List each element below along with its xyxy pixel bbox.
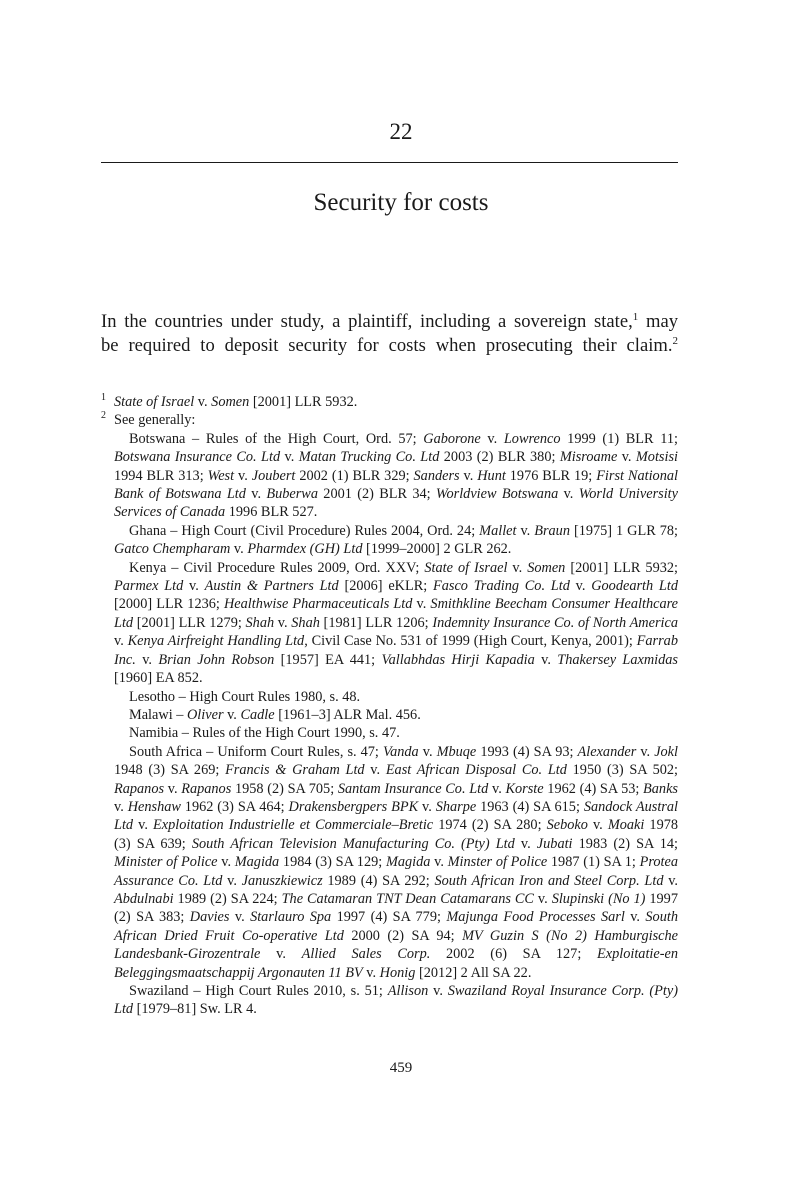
jurisdiction-ghana bbox=[114, 522, 678, 559]
case-name: West bbox=[207, 467, 235, 484]
citation-text: v. bbox=[274, 614, 292, 631]
citation-text: 1997 (4) SA 779; bbox=[331, 909, 447, 926]
case-name: Francis & Graham Ltd bbox=[225, 762, 365, 779]
citation-text: v. bbox=[558, 486, 579, 503]
case-name: Buberwa bbox=[266, 486, 318, 503]
case-name: Exploitation Industrielle et Commerciale–Bretic bbox=[153, 817, 434, 834]
case-name: Moaki bbox=[607, 817, 645, 834]
citation-text: v. bbox=[362, 964, 380, 981]
citation-text: 1962 (3) SA 464; bbox=[180, 798, 289, 815]
citation-text: 2002 (6) SA 127; bbox=[430, 946, 597, 963]
jurisdiction-swaziland bbox=[114, 982, 678, 1019]
citation-text: [1960] EA 852. bbox=[114, 670, 203, 687]
footnote-2 bbox=[101, 410, 678, 429]
citation-text: Namibia – Rules of the High Court 1990, s. 47. bbox=[129, 725, 400, 742]
citation-text: v. bbox=[135, 651, 159, 668]
jurisdiction-list bbox=[114, 430, 678, 1019]
intro-text-2: be required to deposit security for costs when prosecuting their claim. bbox=[101, 335, 673, 356]
case-name: Magida bbox=[234, 854, 280, 871]
case-name: Swaziland Royal Insurance Corp. (Pty) Ltd bbox=[114, 983, 678, 1018]
citation-text: [1979–81] Sw. LR 4. bbox=[133, 1001, 257, 1018]
case-name: Minster of Police bbox=[447, 854, 548, 871]
case-name: Thakersey Laxmidas bbox=[557, 651, 678, 668]
case-name: Korste bbox=[505, 780, 544, 797]
citation-text: v. bbox=[412, 596, 431, 613]
case-name: Matan Trucking Co. Ltd bbox=[298, 449, 440, 466]
case-name: Henshaw bbox=[127, 798, 181, 815]
citation-text: v. bbox=[514, 835, 537, 852]
case-name: MV Guzin S (No 2) Hamburgische Landesbank-Girozentrale bbox=[114, 927, 678, 963]
case-name: Davies bbox=[189, 909, 230, 926]
citation-text: v. bbox=[480, 430, 504, 447]
citation-text: v. bbox=[364, 762, 386, 779]
case-name: South African Television Manufacturing Co. (Pty) Ltd bbox=[191, 835, 515, 852]
case-name: Cadle bbox=[240, 706, 275, 723]
citation-text: v. bbox=[428, 983, 448, 999]
citation-text: 1958 (2) SA 705; bbox=[231, 780, 338, 797]
citation-text: 2000 (2) SA 94; bbox=[343, 927, 463, 944]
footnote-1-v: v. bbox=[197, 394, 208, 410]
footnote-1-case-b: Somen bbox=[211, 394, 250, 410]
case-name: Smithkline Beecham Consumer Healthcare Ltd bbox=[114, 596, 678, 631]
citation-text: 1996 BLR 527. bbox=[225, 504, 318, 521]
case-name: Rapanos bbox=[181, 780, 232, 797]
citation-text: [2012] 2 All SA 22. bbox=[415, 964, 532, 981]
footnote-1-mark: 1 bbox=[101, 392, 106, 403]
citation-text: [1975] 1 GLR 78; bbox=[569, 522, 678, 539]
case-name: Sharpe bbox=[435, 798, 477, 815]
citation-text: [2006] eKLR; bbox=[338, 578, 434, 595]
intro-line-2 bbox=[101, 334, 678, 358]
citation-text: [1999–2000] 2 GLR 262. bbox=[362, 541, 512, 558]
footnote-2-text: See generally: bbox=[114, 412, 196, 429]
case-name: Jubati bbox=[536, 835, 573, 852]
chapter-rule bbox=[101, 162, 678, 163]
case-name: Gatco Chempharam bbox=[114, 541, 231, 558]
citation-text: v. bbox=[280, 449, 299, 466]
case-name: Magida bbox=[385, 854, 431, 871]
intro-line-1 bbox=[101, 310, 678, 334]
case-name: Healthwise Pharmaceuticals Ltd bbox=[223, 596, 413, 613]
case-name: South African Dried Fruit Co-operative Ltd bbox=[114, 909, 678, 944]
case-name: Farrab Inc. bbox=[114, 633, 678, 668]
citation-text: 1962 (4) SA 53; bbox=[543, 780, 644, 797]
citation-text: 1983 (2) SA 14; bbox=[572, 835, 678, 852]
case-name: Rapanos bbox=[114, 780, 165, 797]
case-name: Joubert bbox=[251, 467, 296, 484]
citation-text: v. bbox=[418, 743, 437, 760]
citation-text: [2001] LLR 5932; bbox=[565, 559, 678, 576]
citation-text: v. bbox=[114, 798, 128, 815]
chapter-title: Security for costs bbox=[313, 189, 489, 216]
case-name: Shah bbox=[291, 614, 320, 631]
footnote-ref-1[interactable]: 1 bbox=[632, 311, 639, 323]
citation-text: v. bbox=[230, 541, 248, 558]
citation-text: 1989 (4) SA 292; bbox=[322, 872, 435, 889]
citation-text: Ghana – High Court (Civil Procedure) Rules 2004, Ord. 24; bbox=[129, 522, 480, 539]
case-name: Fasco Trading Co. Ltd bbox=[433, 578, 570, 595]
citation-text: Kenya – Civil Procedure Rules 2009, Ord. XXV; bbox=[129, 559, 425, 576]
case-name: Banks bbox=[643, 780, 678, 797]
citation-text: v. bbox=[663, 872, 678, 889]
citation-text: v. bbox=[229, 909, 251, 926]
case-name: Oliver bbox=[186, 706, 224, 723]
case-name: Kenya Airfreight Handling Ltd bbox=[127, 633, 305, 650]
citation-text: Lesotho – High Court Rules 1980, s. 48. bbox=[129, 688, 361, 705]
citation-text: v. bbox=[164, 780, 182, 797]
case-name: World University Services of Canada bbox=[114, 486, 678, 521]
case-name: Parmex Ltd bbox=[114, 578, 184, 595]
footnote-ref-2[interactable]: 2 bbox=[672, 335, 678, 347]
case-name: Protea Assurance Co. Ltd bbox=[114, 854, 678, 889]
citation-text: v. bbox=[533, 890, 552, 907]
citation-text: [1957] EA 441; bbox=[274, 651, 382, 668]
jurisdiction-lesotho bbox=[114, 688, 678, 706]
case-name: Worldview Botswana bbox=[435, 486, 559, 503]
case-name: South African Iron and Steel Corp. Ltd bbox=[434, 872, 664, 889]
citation-text: v. bbox=[587, 817, 608, 834]
case-name: State of Israel bbox=[424, 559, 508, 576]
intro-text-1: In the countries under study, a plaintiff, including a sovereign state, bbox=[101, 311, 633, 332]
citation-text: 2001 (2) BLR 34; bbox=[317, 486, 436, 503]
case-name: Misroame bbox=[559, 449, 618, 466]
citation-text: 2002 (1) BLR 329; bbox=[295, 467, 414, 484]
case-name: Exploitatie-en Beleggingsmaatschappij Argonauten 11 BV bbox=[114, 946, 678, 981]
citation-text: v. bbox=[488, 780, 506, 797]
citation-text: , Civil Case No. 531 of 1999 (High Court, Kenya, 2001); bbox=[304, 633, 637, 650]
case-name: Januszkiewicz bbox=[241, 872, 323, 889]
citation-text: v. bbox=[217, 854, 235, 871]
citation-text: 2003 (2) BLR 380; bbox=[439, 449, 560, 466]
case-name: East African Disposal Co. Ltd bbox=[385, 762, 567, 779]
case-name: Slupinski (No 1) bbox=[551, 890, 646, 907]
citation-text: Botswana – Rules of the High Court, Ord. 57; bbox=[129, 430, 424, 447]
citation-text: v. bbox=[430, 854, 448, 871]
citation-text: [2000] LLR 1236; bbox=[114, 596, 224, 613]
intro-paragraph bbox=[101, 310, 678, 358]
case-name: Minister of Police bbox=[114, 854, 218, 871]
citation-text: 1987 (1) SA 1; bbox=[547, 854, 640, 871]
case-name: Gaborone bbox=[423, 430, 481, 447]
citation-text: v. bbox=[636, 743, 655, 760]
citation-text: Swaziland – High Court Rules 2010, s. 51; bbox=[129, 983, 388, 999]
intro-text-1-end: may bbox=[638, 311, 678, 332]
citation-text: 1963 (4) SA 615; bbox=[476, 798, 584, 815]
citation-text: 1974 (2) SA 280; bbox=[433, 817, 547, 834]
citation-text: v. bbox=[507, 559, 528, 576]
citation-text: v. bbox=[245, 486, 267, 503]
citation-text: v. bbox=[534, 651, 558, 668]
citation-text: 1950 (3) SA 502; bbox=[566, 762, 678, 779]
citation-text: 1948 (3) SA 269; bbox=[114, 762, 226, 779]
citation-text: 1999 (1) BLR 11; bbox=[560, 430, 678, 447]
case-name: The Catamaran TNT Dean Catamarans CC bbox=[281, 890, 534, 907]
case-name: Vallabhdas Hirji Kapadia bbox=[381, 651, 535, 668]
citation-text: v. bbox=[222, 872, 242, 889]
case-name: Hunt bbox=[477, 467, 506, 484]
citation-text: [1981] LLR 1206; bbox=[319, 614, 433, 631]
page-number: 459 bbox=[389, 1060, 413, 1076]
citation-text: v. bbox=[516, 522, 535, 539]
case-name: Allison bbox=[387, 983, 429, 999]
case-name: Motsisi bbox=[635, 449, 678, 466]
case-name: Brian John Robson bbox=[158, 651, 275, 668]
citation-text: v. bbox=[624, 909, 646, 926]
case-name: Sandock Austral Ltd bbox=[114, 798, 678, 834]
case-name: Lowrenco bbox=[503, 430, 561, 447]
citation-text: 1989 (2) SA 224; bbox=[173, 890, 282, 907]
case-name: Mbuqe bbox=[436, 743, 477, 760]
jurisdiction-namibia bbox=[114, 724, 678, 742]
citation-text: v. bbox=[133, 817, 153, 834]
citation-text: 1993 (4) SA 93; bbox=[476, 743, 578, 760]
citation-text: v. bbox=[260, 946, 302, 963]
citation-text: Malawi – bbox=[129, 706, 187, 723]
citation-text: v. bbox=[114, 633, 128, 650]
case-name: Honig bbox=[379, 964, 416, 981]
citation-text: South Africa – Uniform Court Rules, s. 47; bbox=[129, 743, 383, 760]
citation-text: v. bbox=[183, 578, 205, 595]
citation-text: 1994 BLR 313; bbox=[114, 467, 208, 484]
case-name: Botswana Insurance Co. Ltd bbox=[114, 449, 281, 466]
citation-text: 1984 (3) SA 129; bbox=[279, 854, 386, 871]
case-name: Vanda bbox=[382, 743, 419, 760]
citation-text: [2001] LLR 1279; bbox=[133, 614, 246, 631]
footnote-1-case-a: State of Israel bbox=[114, 394, 195, 410]
case-name: Goodearth Ltd bbox=[591, 578, 678, 595]
case-name: Drakensbergpers BPK bbox=[288, 798, 419, 815]
case-name: Majunga Food Processes Sarl bbox=[446, 909, 625, 926]
citation-text: v. bbox=[418, 798, 436, 815]
case-name: Braun bbox=[534, 522, 570, 539]
citation-text: [1961–3] ALR Mal. 456. bbox=[274, 706, 421, 723]
citation-text: v. bbox=[617, 449, 636, 466]
citation-text: 1997 (2) SA 383; bbox=[114, 890, 678, 926]
jurisdiction-botswana bbox=[114, 430, 678, 522]
case-name: Jokl bbox=[654, 743, 678, 760]
footnote-1 bbox=[101, 392, 678, 411]
citation-text: 1976 BLR 19; bbox=[505, 467, 597, 484]
footnotes bbox=[101, 392, 679, 1019]
jurisdiction-south-africa bbox=[114, 743, 678, 982]
citation-text: v. bbox=[569, 578, 592, 595]
citation-text: v. bbox=[234, 467, 252, 484]
case-name: Pharmdex (GH) Ltd bbox=[247, 541, 363, 558]
case-name: Austin & Partners Ltd bbox=[204, 578, 339, 595]
case-name: Sanders bbox=[413, 467, 460, 484]
case-name: Santam Insurance Co. Ltd bbox=[337, 780, 489, 797]
jurisdiction-malawi bbox=[114, 706, 678, 724]
chapter-number: 22 bbox=[389, 119, 413, 144]
footnote-2-mark: 2 bbox=[101, 410, 106, 422]
jurisdiction-kenya bbox=[114, 559, 678, 688]
case-name: Abdulnabi bbox=[114, 890, 174, 907]
citation-text: v. bbox=[223, 706, 241, 723]
footnote-1-cite: [2001] LLR 5932. bbox=[252, 394, 358, 410]
case-name: Allied Sales Corp. bbox=[301, 946, 431, 963]
case-name: Somen bbox=[527, 559, 566, 576]
case-name: Indemnity Insurance Co. of North America bbox=[432, 614, 679, 631]
case-name: Alexander bbox=[577, 743, 637, 760]
case-name: First National Bank of Botswana Ltd bbox=[114, 467, 678, 503]
citation-text: 1978 (3) SA 639; bbox=[114, 817, 679, 852]
case-name: Shah bbox=[245, 614, 275, 631]
case-name: Starlauro Spa bbox=[250, 909, 332, 926]
case-name: Seboko bbox=[546, 817, 588, 834]
case-name: Mallet bbox=[479, 522, 517, 539]
citation-text: v. bbox=[459, 467, 478, 484]
